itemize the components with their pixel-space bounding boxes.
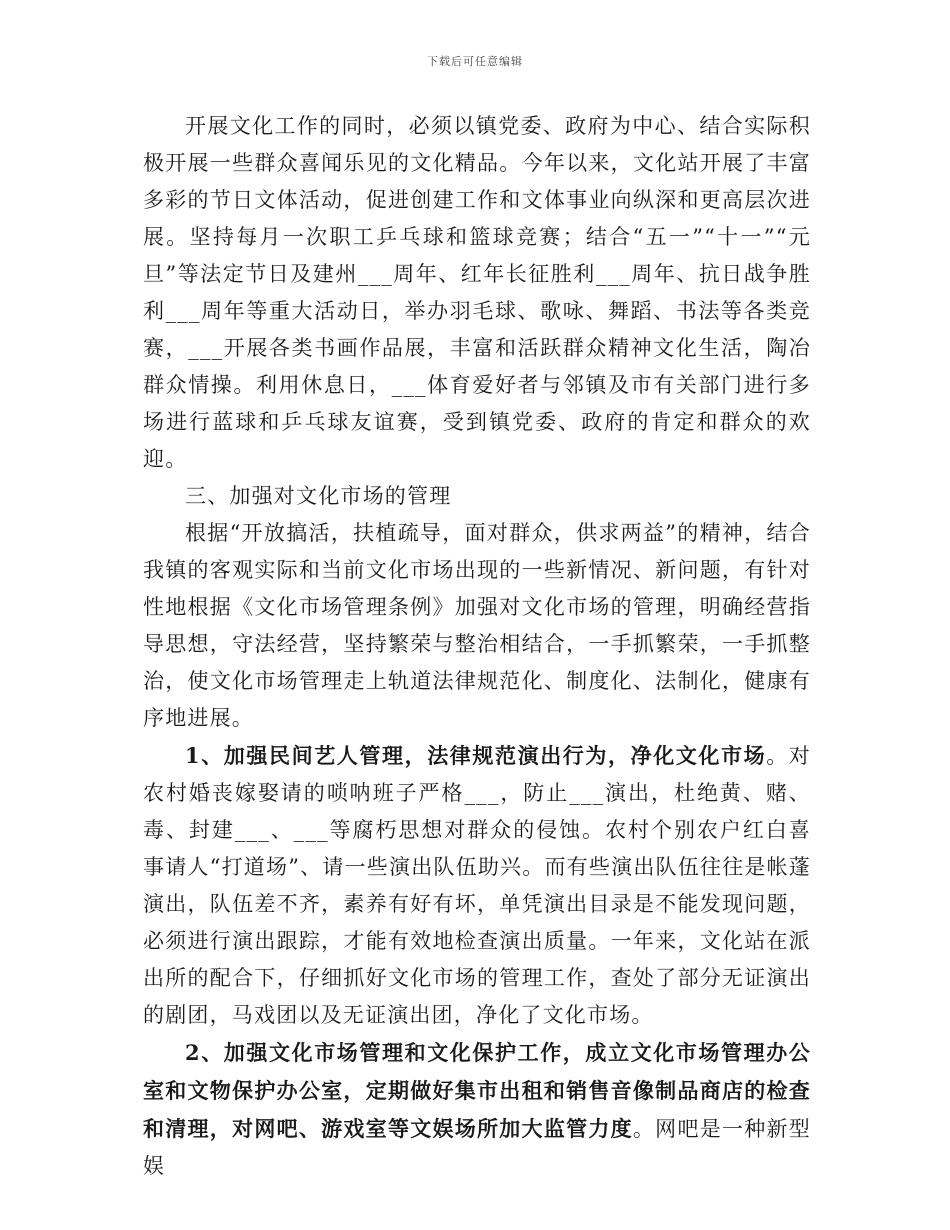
paragraph-market-protection	[143, 1034, 811, 1185]
paragraph-cultural-activities: 开展文化工作的同时，必须以镇党委、政府为中心、结合实际积极开展一些群众喜闻乐见的文化精品。今年以来，文化站开展了丰富多彩的节日文体活动，促进创建工作和文体事业向纵深和更高层次进展。坚持每月一次职工乒乓球和篮球竞赛；结合“五一”“十一”“元旦”等法定节日及建州___周年、红年长征胜利___周年、抗日战争胜利___周年等重大活动日，举办羽毛球、歌咏、舞蹈、书法等各类竞赛，___开展各类书画作品展，丰富和活跃群众精神文化生活，陶冶群众情操。利用休息日，___体育爱好者与邻镇及市有关部门进行多场进行蓝球和乒乓球友谊赛，受到镇党委、政府的肯定和群众的欢迎。	[143, 114, 811, 471]
paragraph-market-protection-lead: 2、加强文化市场管理和文化保护工作，成立文化市场管理办公室和文物保护办公室，定期做好集市出租和销售音像制品商店的检查和清理，对网吧、游戏室等文娱场所加大监管力度	[143, 1040, 811, 1141]
paragraph-folk-artists-lead: 1、加强民间艺人管理，法律规范演出行为，净化文化市场	[185, 743, 767, 768]
section-heading-market-management: 三、加强对文化市场的管理	[185, 484, 452, 508]
document-body	[143, 108, 811, 1185]
paragraph-folk-artists-body: 。对农村婚丧嫁娶请的唢呐班子严格___，防止___演出，杜绝黄、赌、毒、封建___、___等腐朽思想对群众的侵蚀。农村个别农户红白喜事请人“打道场”、请一些演出队伍助兴。而有些演出队伍往往是帐蓬演出，队伍差不齐，素养有好有坏，单凭演出目录是不能发现问题，必须进行演出跟踪，才能有效地检查演出质量。一年来，文化站在派出所的配合下，仔细抓好文化市场的管理工作，查处了部分无证演出的剧团，马戏团以及无证演出团，净化了文化市场。	[143, 744, 812, 1027]
page-header-note: 下载后可任意编辑	[427, 55, 523, 68]
paragraph-folk-artists	[143, 737, 811, 1034]
paragraph-market-protection-body: 。网吧是一种新型娱	[143, 1117, 811, 1178]
paragraph-market-principles: 根据“开放搞活，扶植疏导，面对群众，供求两益”的精神，结合我镇的客观实际和当前文化市场出现的一些新情况、新问题，有针对性地根据《文化市场管理条例》加强对文化市场的管理，明确经营指导思想，守法经营，坚持繁荣与整治相结合，一手抓繁荣，一手抓整治，使文化市场管理走上轨道法律规范化、制度化、法制化，健康有序地进展。	[143, 521, 811, 730]
